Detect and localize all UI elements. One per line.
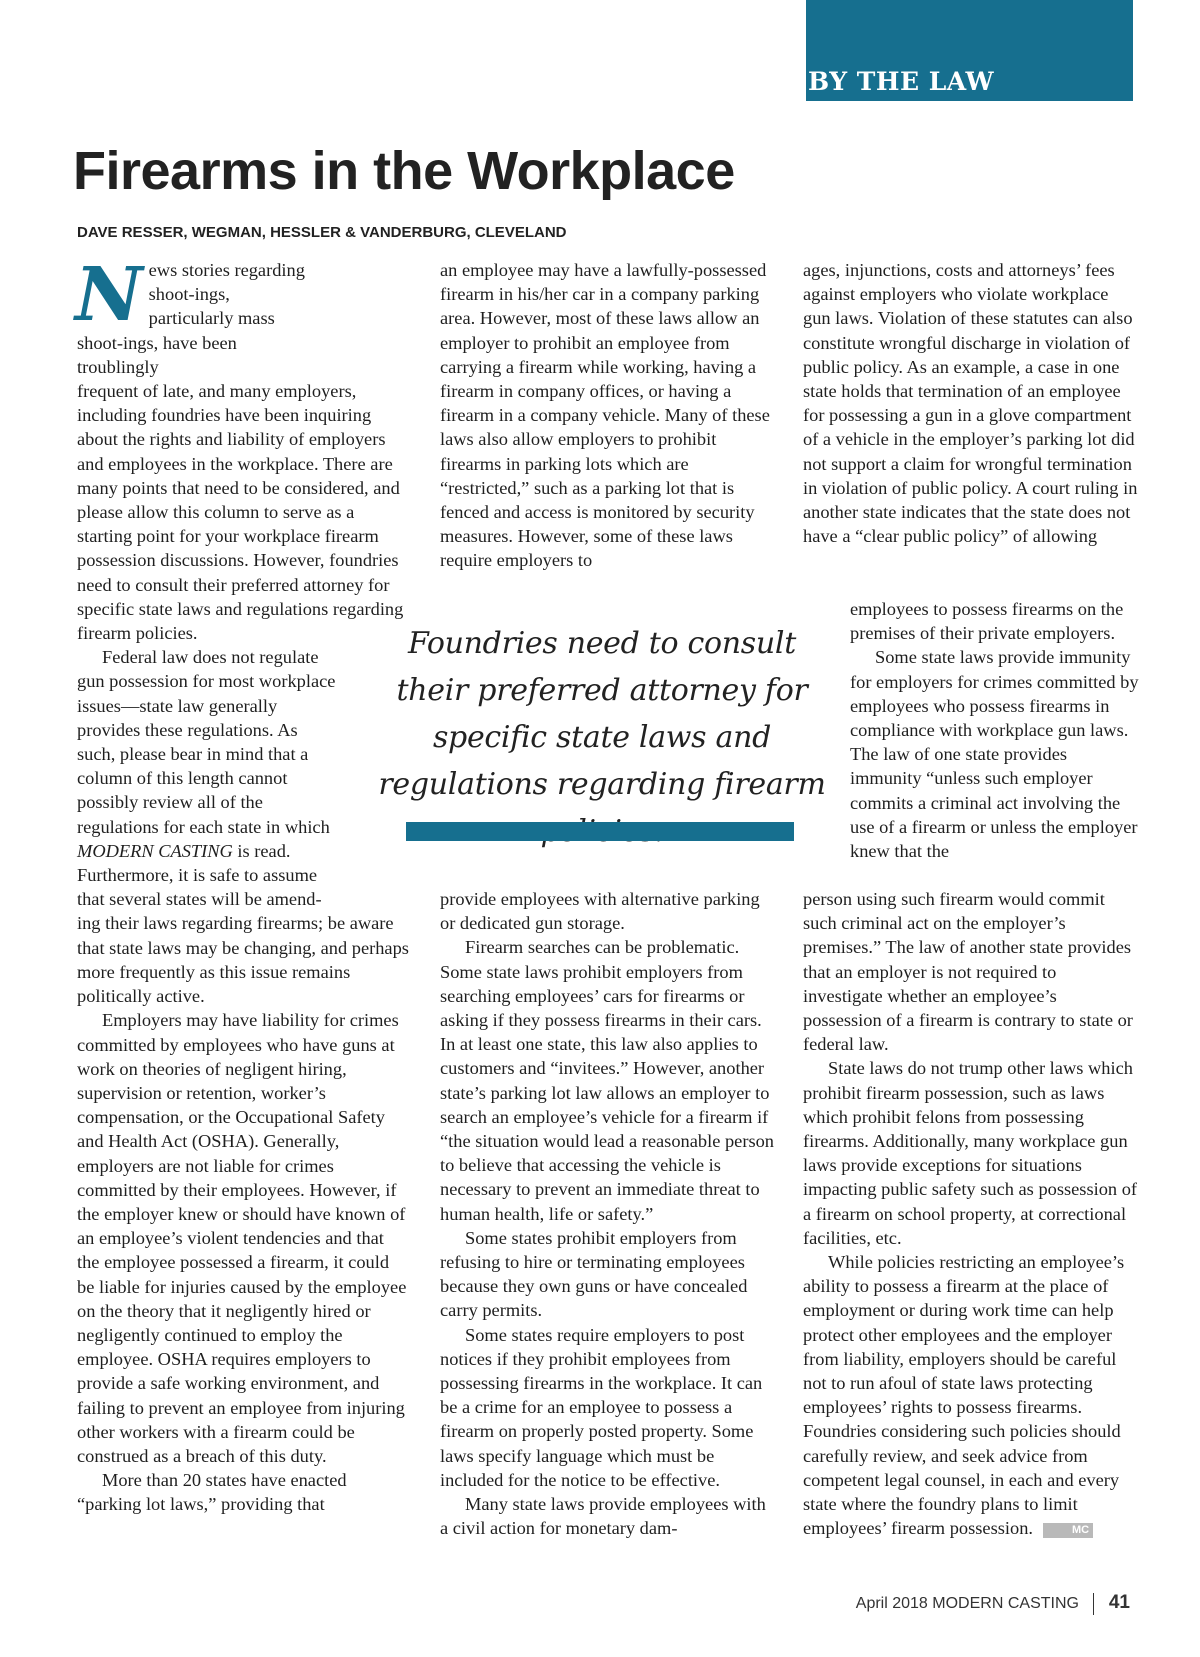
magazine-name: MODERN CASTING xyxy=(77,840,233,861)
paragraph xyxy=(77,645,409,1008)
paragraph: provide employees with alternative parking or dedicated gun storage. xyxy=(440,889,760,934)
paragraph xyxy=(75,252,409,645)
issue-date: April 2018 xyxy=(855,1595,928,1612)
section-tab xyxy=(806,0,1133,101)
page-number: 41 xyxy=(1108,1592,1130,1613)
paragraph-text: ews stories regarding shoot-ings, particularly mass shoot-ings, have been troublingly xyxy=(77,260,305,377)
paragraph: Some states require employers to post notices if they prohibit employees from possessing firearms in the workplace. It can be a crime for an employee to possess a firearm on properly posted property. Some laws specify language which must be included for the notice to be effective. xyxy=(440,1324,763,1490)
drop-cap: N xyxy=(75,252,143,338)
article-title: Firearms in the Workplace xyxy=(73,141,735,201)
pull-quote: Foundries need to consult their preferred attorney for specific state laws and regulations regarding firearm xyxy=(378,626,826,802)
footer-divider xyxy=(1093,1593,1094,1615)
paragraph: employees to possess firearms on the premises of their private employers. xyxy=(850,599,1124,644)
paragraph: Employers may have liability for crimes committed by employees who have guns at work on theories of negligent hiring, supervision or retention, worker’s compensation, or the Occupational Safety and Health Act (OSHA). Generally, employers are not liable for crimes committed by their employees. However, if the employer knew or should have known of an employee’s violent tendencies and that the employee possessed a firearm, it could be liable for injuries caused by the employee on the theory that it negligently hired or negligently continued to employ the employee. OSHA requires employers to provide a safe working environment, and failing to prevent an employee from injuring other workers with a firearm could be construed as a breach of this duty. xyxy=(77,1010,407,1466)
paragraph-text: ing their laws regarding firearms; be aware that state laws may be changing, and perhaps more frequently as this issue remains politically active. xyxy=(77,913,409,1007)
magazine-title: MODERN CASTING xyxy=(932,1595,1079,1612)
end-mark-badge: MC xyxy=(1043,1523,1093,1538)
section-label: BY THE LAW xyxy=(808,67,995,96)
paragraph-text: Federal law does not regulate gun possession for most workplace issues—state law generally provides these regulations. As such, please bear in mind that a column of this length cannot possibly review all of the regulations for each state in which xyxy=(77,647,336,837)
paragraph: State laws do not trump other laws which prohibit firearm possession, such as laws which prohibit felons from possessing firearms. Additionally, many workplace gun laws provide exceptions for situations impacting public safety such as possession of a firearm on school property, at correctional facilities, etc. xyxy=(803,1058,1138,1248)
paragraph-text: While policies restricting an employee’s ability to possess a firearm at the place of employment or during work time can help protect other employees and the employer from liability, employers should be careful not to run afoul of state laws protecting employees’ rights to possess firearms. Foundries considering such policies should carefully review, and seek advice from competent legal counsel, in each and every state where the foundry plans to limit employees’ firearm possession. xyxy=(803,1252,1125,1539)
body-column-3-top xyxy=(803,258,1139,548)
body-column-3-narrow xyxy=(850,597,1140,863)
body-column-2-bottom xyxy=(440,887,774,1540)
pull-quote-rule xyxy=(406,822,794,841)
paragraph: Some states prohibit employers from refusing to hire or terminating employees because they own guns or have concealed carry permits. xyxy=(440,1227,748,1321)
paragraph: Many state laws provide employees with a civil action for monetary dam- xyxy=(440,1494,766,1539)
paragraph: Firearm searches can be problematic. Some state laws prohibit employers from searching employees’ cars for firearms or asking if they possess firearms in their cars. In at least one state, this law also applies to customers and “invitees.” However, another state’s parking lot law allows an employer to search an employee’s vehicle for a firearm if “the situation would lead a reasonable person to believe that accessing the vehicle is necessary to prevent an immediate threat to human health, life or safety.” xyxy=(440,937,774,1224)
paragraph: More than 20 states have enacted “parking lot laws,” providing that xyxy=(77,1470,347,1515)
body-column-2-top xyxy=(440,258,774,573)
paragraph-text: is read. Furthermore, it is safe to assume that several states will be amend- xyxy=(77,840,322,910)
body-column-3-bottom xyxy=(803,887,1139,1540)
article-byline: DAVE RESSER, WEGMAN, HESSLER & VANDERBURG, CLEVELAND xyxy=(77,224,567,241)
paragraph xyxy=(803,1250,1139,1540)
paragraph: ages, injunctions, costs and attorneys’ fees against employers who violate workplace gun laws. Violation of these statutes can also constitute wrongful discharge in violation of public policy. As an example, a case in one state holds that termination of an employee for possessing a gun in a glove compartment of a vehicle in the employer’s parking lot did not support a claim for wrongful termination in violation of public policy. A court ruling in another state indicates that the state does not have a “clear public policy” of allowing xyxy=(803,260,1138,547)
paragraph: Some state laws provide immunity for employers for crimes committed by employees who possess firearms in compliance with workplace gun laws. The law of one state provides immunity “unless such employer commits a criminal act involving the use of a firearm or unless the employer knew that the xyxy=(850,647,1139,862)
paragraph: an employee may have a lawfully-possessed firearm in his/her car in a company parking area. However, most of these laws allow an employer to prohibit an employee from carrying a firearm while working, having a firearm in company offices, or having a firearm in a company vehicle. Many of these laws also allow employers to prohibit firearms in parking lots which are “restricted,” such as a parking lot that is fenced and access is monitored by security measures. However, some of these laws require employers to xyxy=(440,260,770,571)
body-column-1 xyxy=(75,252,409,1517)
paragraph-text: frequent of late, and many employers, including foundries have been inquiring about the rights and liability of employers and employees in the workplace. There are many points that need to be considered, and please allow this column to serve as a starting point for your workplace firearm possession discussions. However, foundries need to consult their preferred attorney for specific state laws and regulations regarding firearm policies. xyxy=(77,381,404,644)
paragraph: person using such firearm would commit such criminal act on the employer’s premises.” The law of another state provides that an employer is not required to investigate whether an employee’s possession of a firearm is contrary to state or federal law. xyxy=(803,889,1133,1055)
page-footer xyxy=(856,1592,1130,1615)
